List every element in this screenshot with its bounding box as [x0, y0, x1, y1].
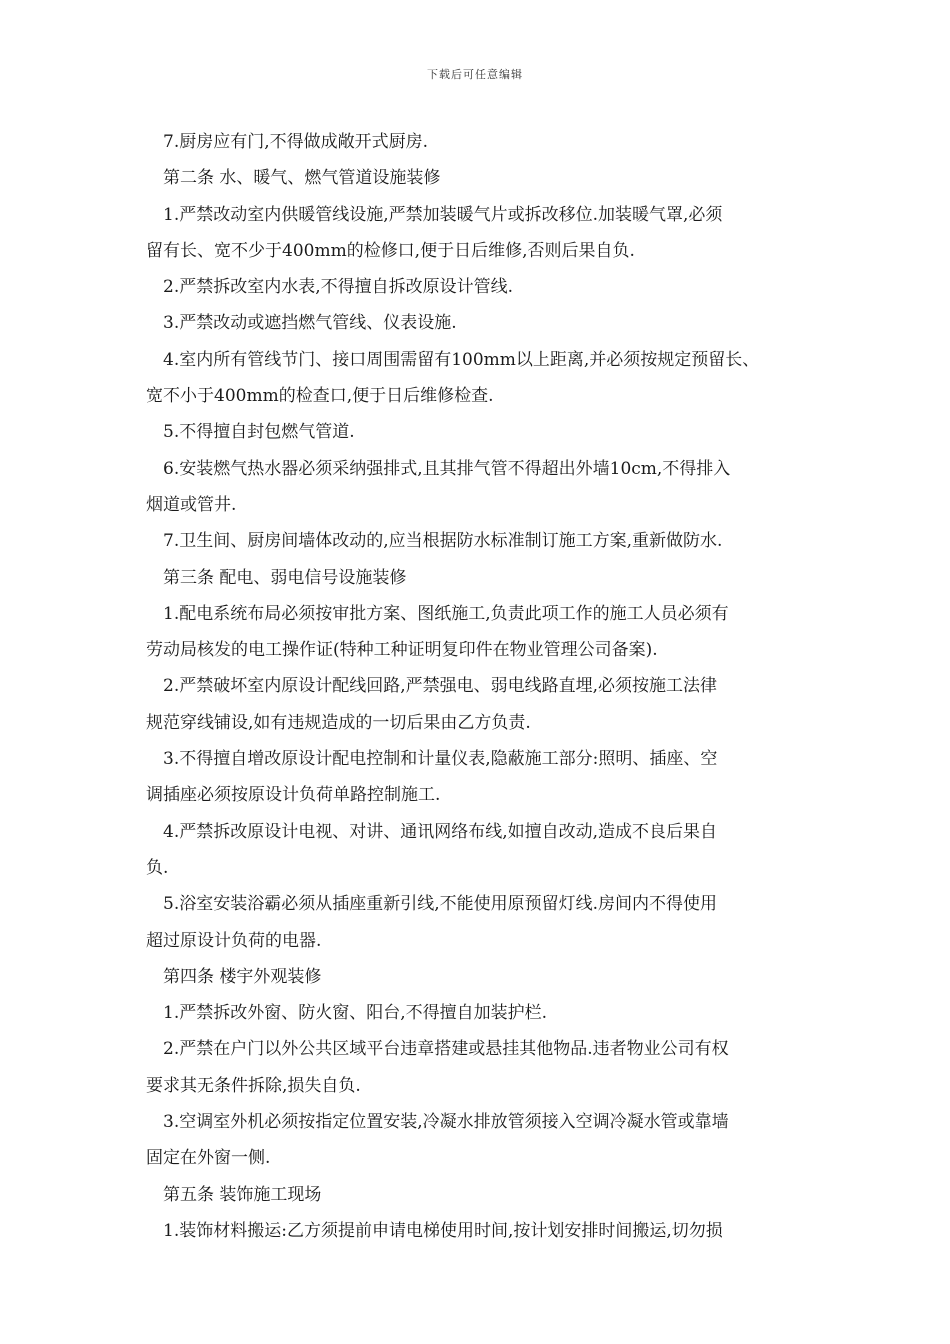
text-line: 1.严禁改动室内供暖管线设施,严禁加装暖气片或拆改移位.加装暖气罩,必须 — [163, 204, 723, 225]
text-line: 1.配电系统布局必须按审批方案、图纸施工,负责此项工作的施工人员必须有 — [163, 603, 729, 624]
text-line: 留有长、宽不少于400mm的检修口,便于日后维修,否则后果自负. — [146, 240, 635, 261]
text-line: 5.不得擅自封包燃气管道. — [163, 422, 355, 443]
text-line: 1.严禁拆改外窗、防火窗、阳台,不得擅自加装护栏. — [163, 1003, 548, 1024]
text-line: 1.装饰材料搬运:乙方须提前申请电梯使用时间,按计划安排时间搬运,切勿损 — [163, 1220, 723, 1241]
text-line: 第四条 楼宇外观装修 — [163, 966, 322, 987]
text-line: 4.室内所有管线节门、接口周围需留有100mm以上距离,并必须按规定预留长、 — [163, 349, 760, 370]
text-line: 烟道或管井. — [146, 494, 237, 515]
text-line: 固定在外窗一侧. — [146, 1148, 271, 1169]
text-line: 第五条 装饰施工现场 — [163, 1184, 322, 1205]
text-line: 7.卫生间、厨房间墙体改动的,应当根据防水标准制订施工方案,重新做防水. — [163, 531, 723, 552]
text-line: 调插座必须按原设计负荷单路控制施工. — [146, 785, 441, 806]
text-line: 3.不得擅自增改原设计配电控制和计量仪表,隐蔽施工部分:照明、插座、空 — [163, 749, 718, 770]
text-line: 第三条 配电、弱电信号设施装修 — [163, 567, 407, 588]
text-line: 超过原设计负荷的电器. — [146, 930, 322, 951]
text-line: 劳动局核发的电工操作证(特种工种证明复印件在物业管理公司备案). — [146, 640, 658, 661]
text-line: 3.空调室外机必须按指定位置安装,冷凝水排放管须接入空调冷凝水管或靠墙 — [163, 1112, 729, 1133]
text-line: 7.厨房应有门,不得做成敞开式厨房. — [163, 132, 429, 152]
text-line: 4.严禁拆改原设计电视、对讲、通讯网络布线,如擅自改动,造成不良后果自 — [163, 821, 718, 842]
text-line: 宽不小于400mm的检查口,便于日后维修检查. — [146, 386, 494, 407]
text-line: 5.浴室安装浴霸必须从插座重新引线,不能使用原预留灯线.房间内不得使用 — [163, 894, 718, 915]
text-line: 2.严禁在户门以外公共区域平台违章搭建或悬挂其他物品.违者物业公司有权 — [163, 1039, 729, 1060]
text-line: 2.严禁拆改室内水表,不得擅自拆改原设计管线. — [163, 277, 514, 298]
page-header: 下载后可任意编辑 — [427, 68, 523, 81]
text-line: 6.安装燃气热水器必须采纳强排式,且其排气管不得超出外墙10cm,不得排入 — [163, 458, 731, 479]
text-line: 负. — [146, 857, 169, 878]
text-line: 规范穿线铺设,如有违规造成的一切后果由乙方负责. — [146, 712, 531, 733]
text-line: 2.严禁破坏室内原设计配线回路,严禁强电、弱电线路直埋,必须按施工法律 — [163, 676, 718, 697]
document-body — [146, 124, 810, 1249]
text-line: 第二条 水、暖气、燃气管道设施装修 — [163, 168, 441, 189]
text-line: 3.严禁改动或遮挡燃气管线、仪表设施. — [163, 313, 457, 334]
text-line: 要求其无条件拆除,损失自负. — [146, 1075, 361, 1096]
